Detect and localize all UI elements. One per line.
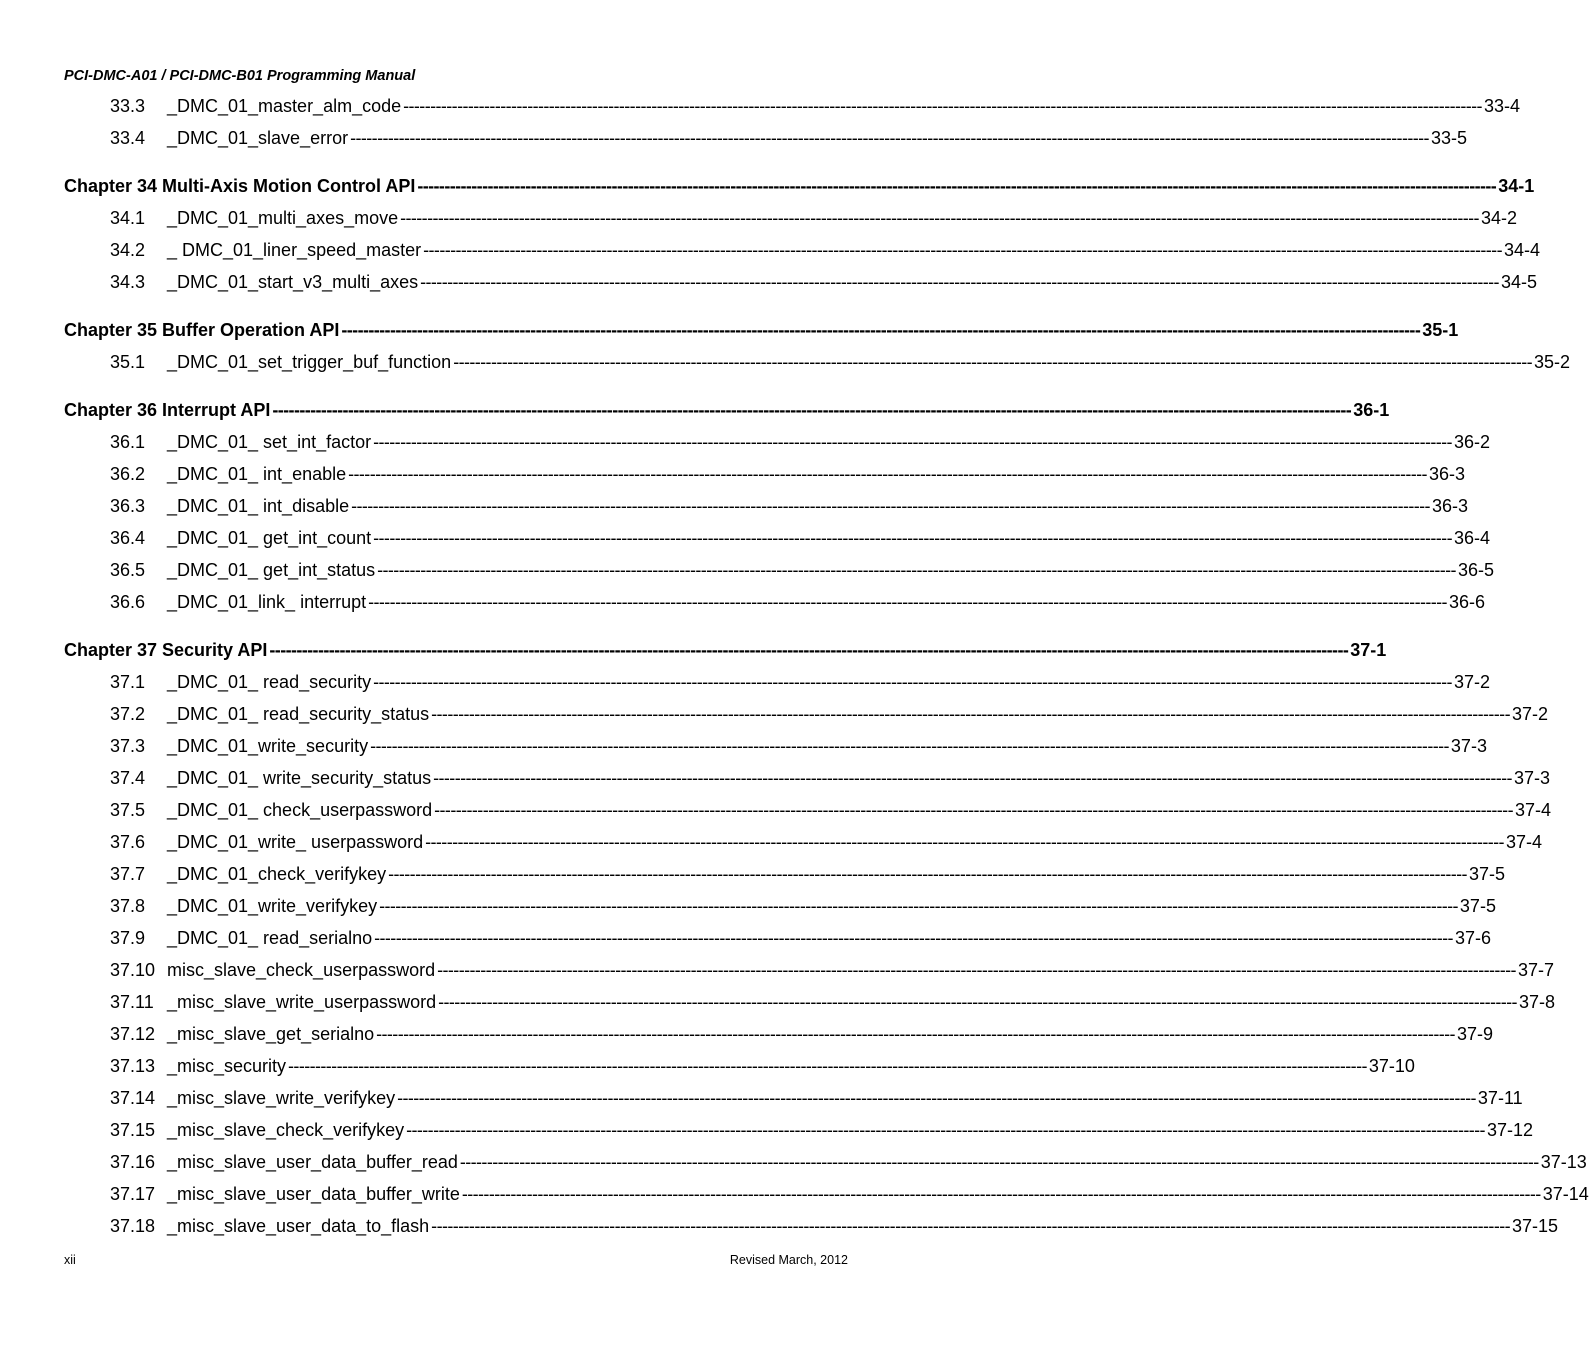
toc-section-number: 36.1 [110, 432, 146, 452]
toc-entry-title: _DMC_01_check_verifykey [167, 864, 387, 884]
toc-section-number: 37.9 [110, 928, 146, 948]
toc-leader-dashes: -------------------------------------------------------------------------------------------------------------------------------------------------------------------------------------------------------- [269, 640, 1349, 660]
toc-entry-title: _DMC_01_ get_int_count [167, 528, 372, 548]
toc-page-number: 37-7 [1517, 960, 1554, 980]
toc-page-number: 37-3 [1513, 768, 1550, 788]
toc-section-entry[interactable] [64, 1114, 1533, 1146]
toc-entry-title: _DMC_01_master_alm_code [167, 96, 402, 116]
toc-section-entry[interactable] [64, 826, 1542, 858]
toc-page-number: 37-3 [1450, 736, 1487, 756]
toc-leader-dashes: -------------------------------------------------------------------------------------------------------------------------------------------------------------------------------------------------------- [348, 464, 1427, 484]
toc-page-number: 37-14 [1542, 1184, 1589, 1204]
toc-section-number: 34.2 [110, 240, 146, 260]
toc-entry-title: _misc_slave_get_serialno [167, 1024, 375, 1044]
toc-leader-dashes: -------------------------------------------------------------------------------------------------------------------------------------------------------------------------------------------------------- [373, 672, 1452, 692]
toc-leader-dashes: -------------------------------------------------------------------------------------------------------------------------------------------------------------------------------------------------------- [341, 320, 1421, 340]
toc-page-number: 37-6 [1454, 928, 1491, 948]
toc-section-entry[interactable] [64, 458, 1465, 490]
toc-leader-dashes: -------------------------------------------------------------------------------------------------------------------------------------------------------------------------------------------------------- [403, 96, 1482, 116]
toc-entry-title: Chapter 37 Security API [64, 640, 268, 660]
toc-section-number: 37.13 [110, 1056, 156, 1076]
footer-page-number: xii [64, 1253, 76, 1267]
toc-section-entry[interactable] [64, 1210, 1559, 1242]
toc-section-entry[interactable] [64, 202, 1517, 234]
toc-entry-title: _DMC_01_ read_security [167, 672, 372, 692]
toc-section-entry[interactable] [64, 554, 1494, 586]
toc-section-entry[interactable] [64, 890, 1496, 922]
toc-page-number: 35-2 [1534, 352, 1571, 372]
toc-entry-title: _DMC_01_set_trigger_buf_function [167, 352, 452, 372]
toc-leader-dashes: -------------------------------------------------------------------------------------------------------------------------------------------------------------------------------------------------------- [420, 272, 1499, 292]
toc-leader-dashes: -------------------------------------------------------------------------------------------------------------------------------------------------------------------------------------------------------- [453, 352, 1533, 372]
toc-section-number: 37.1 [110, 672, 146, 692]
toc-page-number: 34-5 [1500, 272, 1537, 292]
toc-chapter-entry[interactable] [64, 170, 1535, 202]
toc-entry-title: _misc_security [167, 1056, 287, 1076]
toc-section-number: 37.5 [110, 800, 146, 820]
toc-section-number: 36.5 [110, 560, 146, 580]
toc-leader-dashes: -------------------------------------------------------------------------------------------------------------------------------------------------------------------------------------------------------- [397, 1088, 1476, 1108]
toc-section-entry[interactable] [64, 698, 1549, 730]
toc-page-number: 37-12 [1486, 1120, 1533, 1140]
toc-page-number: 36-3 [1431, 496, 1468, 516]
toc-page-number: 37-13 [1540, 1152, 1587, 1172]
toc-entry-title: _misc_slave_write_userpassword [167, 992, 437, 1012]
toc-section-entry[interactable] [64, 426, 1490, 458]
toc-section-entry[interactable] [64, 1050, 1415, 1082]
toc-section-number: 37.4 [110, 768, 146, 788]
toc-section-number: 37.6 [110, 832, 146, 852]
toc-section-entry[interactable] [64, 122, 1467, 154]
toc-entry-title: _DMC_01_ get_int_status [167, 560, 376, 580]
toc-entry-title: _misc_slave_user_data_to_flash [167, 1216, 430, 1236]
toc-page-number: 36-6 [1448, 592, 1485, 612]
toc-section-number: 33.4 [110, 128, 146, 148]
toc-leader-dashes: -------------------------------------------------------------------------------------------------------------------------------------------------------------------------------------------------------- [425, 832, 1504, 852]
toc-section-number: 37.11 [110, 992, 154, 1012]
toc-entry-title: Chapter 34 Multi-Axis Motion Control API [64, 176, 416, 196]
toc-leader-dashes: -------------------------------------------------------------------------------------------------------------------------------------------------------------------------------------------------------- [379, 896, 1458, 916]
toc-entry-title: _misc_slave_check_verifykey [167, 1120, 405, 1140]
toc-section-entry[interactable] [64, 586, 1485, 618]
toc-section-number: 37.16 [110, 1152, 156, 1172]
toc-section-number: 35.1 [110, 352, 146, 372]
toc-section-number: 37.8 [110, 896, 146, 916]
toc-chapter-entry[interactable] [64, 314, 1459, 346]
toc-section-number: 34.3 [110, 272, 146, 292]
toc-entry-title: _DMC_01_ read_serialno [167, 928, 373, 948]
table-of-contents [64, 90, 1589, 1242]
toc-entry-title: _ DMC_01_liner_speed_master [167, 240, 422, 260]
toc-leader-dashes: -------------------------------------------------------------------------------------------------------------------------------------------------------------------------------------------------------- [434, 800, 1513, 820]
toc-page-number: 36-3 [1428, 464, 1465, 484]
toc-section-number: 37.15 [110, 1120, 156, 1140]
toc-page-number: 36-5 [1457, 560, 1494, 580]
toc-leader-dashes: -------------------------------------------------------------------------------------------------------------------------------------------------------------------------------------------------------- [461, 1184, 1541, 1204]
toc-section-number: 37.14 [110, 1088, 156, 1108]
toc-section-entry[interactable] [64, 346, 1571, 378]
toc-section-entry[interactable] [64, 1178, 1589, 1210]
toc-leader-dashes: -------------------------------------------------------------------------------------------------------------------------------------------------------------------------------------------------------- [437, 960, 1516, 980]
toc-entry-title: _DMC_01_ read_security_status [167, 704, 430, 724]
toc-section-entry[interactable] [64, 954, 1554, 986]
toc-chapter-entry[interactable] [64, 634, 1387, 666]
toc-leader-dashes: -------------------------------------------------------------------------------------------------------------------------------------------------------------------------------------------------------- [376, 1024, 1455, 1044]
toc-entry-title: misc_slave_check_userpassword [167, 960, 436, 980]
toc-page-number: 37-10 [1368, 1056, 1415, 1076]
toc-leader-dashes: -------------------------------------------------------------------------------------------------------------------------------------------------------------------------------------------------------- [417, 176, 1497, 196]
toc-leader-dashes: -------------------------------------------------------------------------------------------------------------------------------------------------------------------------------------------------------- [431, 704, 1510, 724]
toc-leader-dashes: -------------------------------------------------------------------------------------------------------------------------------------------------------------------------------------------------------- [377, 560, 1456, 580]
toc-section-number: 37.17 [110, 1184, 156, 1204]
toc-page-number: 37-1 [1350, 640, 1387, 660]
toc-leader-dashes: -------------------------------------------------------------------------------------------------------------------------------------------------------------------------------------------------------- [374, 928, 1453, 948]
toc-entry-title: _DMC_01_ int_disable [167, 496, 350, 516]
toc-entry-title: _misc_slave_user_data_buffer_read [167, 1152, 458, 1172]
toc-page-number: 33-4 [1483, 96, 1520, 116]
toc-leader-dashes: -------------------------------------------------------------------------------------------------------------------------------------------------------------------------------------------------------- [373, 528, 1452, 548]
toc-page-number: 36-2 [1453, 432, 1490, 452]
toc-entry-title: _DMC_01_start_v3_multi_axes [167, 272, 419, 292]
toc-leader-dashes: -------------------------------------------------------------------------------------------------------------------------------------------------------------------------------------------------------- [400, 208, 1479, 228]
toc-page-number: 34-2 [1480, 208, 1517, 228]
toc-leader-dashes: -------------------------------------------------------------------------------------------------------------------------------------------------------------------------------------------------------- [373, 432, 1452, 452]
toc-section-entry[interactable] [64, 666, 1490, 698]
toc-section-entry[interactable] [64, 858, 1505, 890]
toc-chapter-entry[interactable] [64, 394, 1390, 426]
toc-page-number: 37-5 [1468, 864, 1505, 884]
toc-section-number: 37.18 [110, 1216, 156, 1236]
toc-leader-dashes: -------------------------------------------------------------------------------------------------------------------------------------------------------------------------------------------------------- [388, 864, 1467, 884]
toc-section-number: 37.3 [110, 736, 146, 756]
toc-page-number: 34-4 [1503, 240, 1541, 260]
toc-page-number: 36-1 [1353, 400, 1390, 420]
toc-entry-title: _DMC_01_ write_security_status [167, 768, 432, 788]
toc-section-entry[interactable] [64, 922, 1491, 954]
toc-page-number: 37-15 [1512, 1216, 1559, 1236]
toc-section-entry[interactable] [64, 522, 1491, 554]
toc-page-number: 37-9 [1456, 1024, 1493, 1044]
toc-leader-dashes: -------------------------------------------------------------------------------------------------------------------------------------------------------------------------------------------------------- [272, 400, 1352, 420]
toc-page-number: 37-4 [1514, 800, 1552, 820]
toc-entry-title: _DMC_01_ set_int_factor [167, 432, 372, 452]
toc-section-entry[interactable] [64, 1146, 1587, 1178]
toc-section-entry[interactable] [64, 266, 1537, 298]
toc-page-number: 37-2 [1511, 704, 1549, 724]
toc-leader-dashes: -------------------------------------------------------------------------------------------------------------------------------------------------------------------------------------------------------- [433, 768, 1512, 788]
toc-page-number: 33-5 [1430, 128, 1467, 148]
toc-section-entry[interactable] [64, 234, 1541, 266]
toc-section-number: 34.1 [110, 208, 146, 228]
toc-entry-title: _DMC_01_write_security [167, 736, 369, 756]
toc-entry-title: _DMC_01_slave_error [167, 128, 349, 148]
toc-leader-dashes: -------------------------------------------------------------------------------------------------------------------------------------------------------------------------------------------------------- [406, 1120, 1485, 1140]
toc-page-number: 37-4 [1505, 832, 1542, 852]
toc-entry-title: Chapter 36 Interrupt API [64, 400, 271, 420]
toc-section-number: 36.4 [110, 528, 146, 548]
footer-revision: Revised March, 2012 [729, 1253, 848, 1267]
toc-page-number: 37-2 [1453, 672, 1490, 692]
toc-section-number: 36.2 [110, 464, 146, 484]
toc-section-entry[interactable] [64, 794, 1552, 826]
running-header: PCI-DMC-A01 / PCI-DMC-B01 Programming Manual [64, 68, 416, 84]
toc-entry-title: _DMC_01_ check_userpassword [167, 800, 433, 820]
toc-entry-title: Chapter 35 Buffer Operation API [64, 320, 340, 340]
toc-entry-title: _DMC_01_ int_enable [167, 464, 347, 484]
toc-entry-title: _DMC_01_link_ interrupt [167, 592, 367, 612]
toc-section-entry[interactable] [64, 762, 1550, 794]
toc-section-entry[interactable] [64, 1018, 1493, 1050]
toc-page-number: 37-5 [1459, 896, 1496, 916]
toc-section-number: 37.12 [110, 1024, 156, 1044]
toc-section-entry[interactable] [64, 90, 1520, 122]
toc-page-number: 37-11 [1477, 1088, 1523, 1108]
toc-leader-dashes: -------------------------------------------------------------------------------------------------------------------------------------------------------------------------------------------------------- [350, 128, 1429, 148]
toc-page-number: 35-1 [1422, 320, 1459, 340]
toc-leader-dashes: -------------------------------------------------------------------------------------------------------------------------------------------------------------------------------------------------------- [423, 240, 1502, 260]
toc-section-entry[interactable] [64, 1082, 1523, 1114]
toc-page-number: 36-4 [1453, 528, 1491, 548]
toc-leader-dashes: -------------------------------------------------------------------------------------------------------------------------------------------------------------------------------------------------------- [351, 496, 1430, 516]
toc-section-number: 36.6 [110, 592, 146, 612]
toc-section-number: 33.3 [110, 96, 146, 116]
toc-entry-title: _misc_slave_write_verifykey [167, 1088, 396, 1108]
toc-section-number: 37.2 [110, 704, 146, 724]
toc-page-number: 37-8 [1518, 992, 1555, 1012]
toc-section-entry[interactable] [64, 730, 1487, 762]
toc-entry-title: _DMC_01_multi_axes_move [167, 208, 399, 228]
toc-page-number: 34-1 [1498, 176, 1535, 196]
toc-section-entry[interactable] [64, 986, 1555, 1018]
toc-section-number: 37.10 [110, 960, 156, 980]
toc-section-entry[interactable] [64, 490, 1468, 522]
toc-entry-title: _DMC_01_write_verifykey [167, 896, 378, 916]
toc-entry-title: _misc_slave_user_data_buffer_write [167, 1184, 460, 1204]
toc-section-number: 36.3 [110, 496, 146, 516]
toc-entry-title: _DMC_01_write_ userpassword [167, 832, 424, 852]
toc-leader-dashes: -------------------------------------------------------------------------------------------------------------------------------------------------------------------------------------------------------- [288, 1056, 1367, 1076]
toc-section-number: 37.7 [110, 864, 146, 884]
toc-leader-dashes: -------------------------------------------------------------------------------------------------------------------------------------------------------------------------------------------------------- [459, 1152, 1539, 1172]
toc-leader-dashes: -------------------------------------------------------------------------------------------------------------------------------------------------------------------------------------------------------- [368, 592, 1447, 612]
toc-leader-dashes: -------------------------------------------------------------------------------------------------------------------------------------------------------------------------------------------------------- [431, 1216, 1511, 1236]
toc-leader-dashes: -------------------------------------------------------------------------------------------------------------------------------------------------------------------------------------------------------- [370, 736, 1449, 756]
toc-leader-dashes: -------------------------------------------------------------------------------------------------------------------------------------------------------------------------------------------------------- [438, 992, 1517, 1012]
